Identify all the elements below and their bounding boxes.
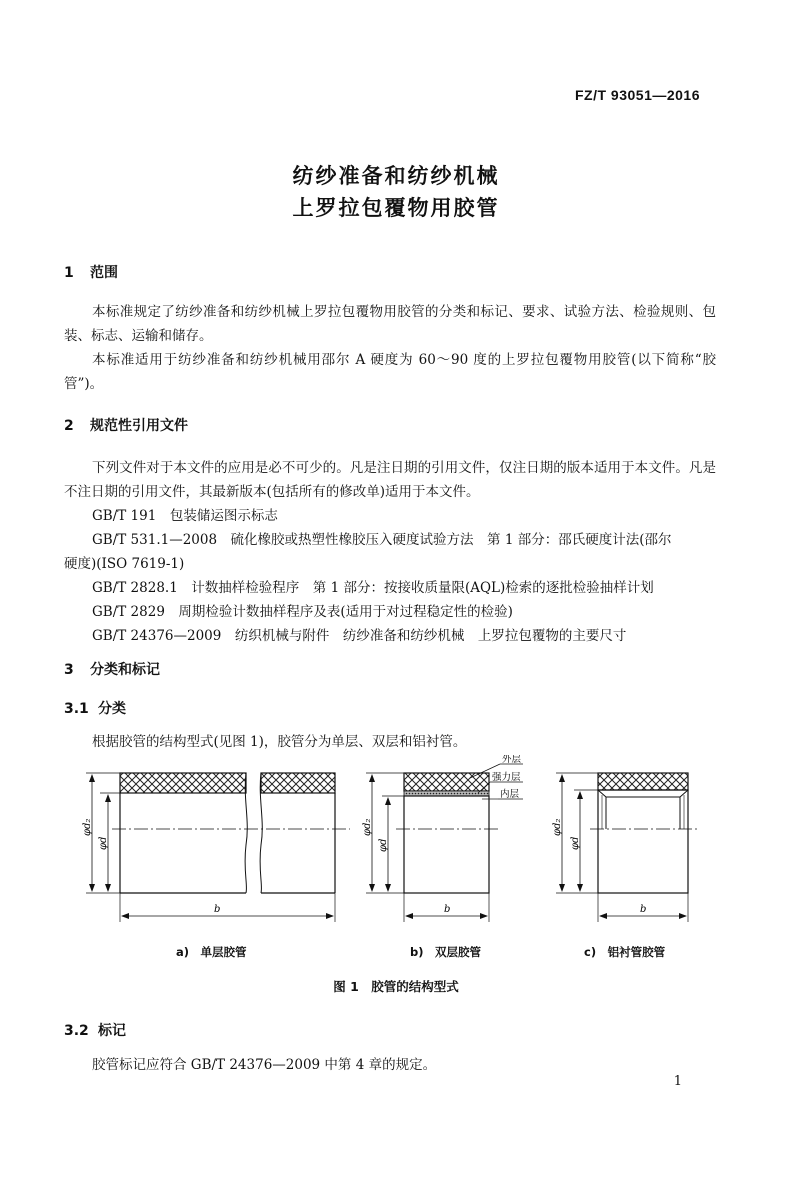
reference-item: GB/T 191 包装储运图示标志 bbox=[92, 508, 278, 524]
section-1-paragraph-1: 本标准规定了纺纱准备和纺纱机械上罗拉包覆物用胶管的分类和标记、要求、试验方法、检验规则、包装、标志、运输和储存。 bbox=[64, 304, 716, 344]
label-inner-layer: 内层 bbox=[500, 789, 520, 800]
reference-item: GB/T 531.1—2008 硫化橡胶或热塑性橡胶压入硬度试验方法 第 1 部分：邵氏硬度计法(邵尔 bbox=[92, 532, 672, 548]
dim-d-label: φd bbox=[98, 836, 109, 850]
section-3-1-heading bbox=[64, 698, 126, 718]
section-2-intro bbox=[64, 456, 716, 504]
figure-1-diagram bbox=[0, 755, 792, 935]
strength-layer bbox=[404, 791, 489, 796]
section-2-heading bbox=[64, 415, 188, 435]
section-3-2-text: 胶管标记应符合 GB/T 24376—2009 中第 4 章的规定。 bbox=[92, 1057, 437, 1073]
section-2-title: 规范性引用文件 bbox=[90, 418, 188, 434]
section-1-paragraph-2: 本标准适用于纺纱准备和纺纱机械用邵尔 A 硬度为 60～90 度的上罗拉包覆物用胶管(以下简称“胶管”)。 bbox=[64, 352, 716, 392]
reference-item: GB/T 24376—2009 纺织机械与附件 纺纱准备和纺纱机械 上罗拉包覆物的主要尺寸 bbox=[92, 628, 627, 644]
dim-d2-label: φd₂ bbox=[82, 818, 93, 836]
section-3-1-title: 分类 bbox=[98, 701, 126, 717]
figure-caption: 图 1 胶管的结构型式 bbox=[333, 979, 459, 994]
label-strength-layer: 强力层 bbox=[492, 772, 521, 783]
section-3-2-body bbox=[64, 1053, 716, 1077]
page-number: 1 bbox=[673, 1074, 682, 1089]
label-outer-layer: 外层 bbox=[502, 755, 522, 765]
title-line-2: 上罗拉包覆物用胶管 bbox=[292, 196, 500, 220]
section-1-body bbox=[64, 300, 716, 396]
section-3-1-number: 3.1 bbox=[64, 701, 89, 717]
dim-d-label: φd bbox=[570, 836, 581, 850]
outer-layer-hatch-right bbox=[261, 773, 335, 793]
subcaption-c: c) 铝衬管胶管 bbox=[584, 945, 666, 959]
double-layer-tube-drawing bbox=[362, 755, 523, 922]
section-1-title: 范围 bbox=[90, 265, 118, 281]
section-2-number: 2 bbox=[64, 418, 74, 434]
section-3-2-heading bbox=[64, 1020, 126, 1040]
outer-layer-hatch-left bbox=[120, 773, 246, 793]
section-3-2-title: 标记 bbox=[98, 1023, 126, 1039]
section-2-intro-text: 下列文件对于本文件的应用是必不可少的。凡是注日期的引用文件，仅注日期的版本适用于本文件。凡是不注日期的引用文件，其最新版本(包括所有的修改单)适用于本文件。 bbox=[64, 460, 716, 500]
section-3-heading bbox=[64, 659, 160, 679]
dim-b-label: b bbox=[444, 904, 451, 915]
dim-b-label: b bbox=[214, 904, 221, 915]
reference-item-continuation: 硬度)(ISO 7619-1) bbox=[64, 556, 185, 572]
aluminum-lined-tube-drawing bbox=[552, 773, 700, 922]
section-1-number: 1 bbox=[64, 265, 74, 281]
title-line-1: 纺纱准备和纺纱机械 bbox=[292, 164, 500, 188]
section-1-heading bbox=[64, 262, 118, 282]
single-layer-tube-drawing bbox=[82, 773, 350, 922]
dim-b-label: b bbox=[640, 904, 647, 915]
reference-item: GB/T 2829 周期检验计数抽样程序及表(适用于对过程稳定性的检验) bbox=[92, 604, 513, 620]
section-3-title: 分类和标记 bbox=[90, 662, 160, 678]
section-3-1-body bbox=[64, 730, 716, 754]
reference-item: GB/T 2828.1 计数抽样检验程序 第 1 部分：按接收质量限(AQL)检索的逐批检验抽样计划 bbox=[92, 580, 654, 596]
dim-d2-label: φd₂ bbox=[552, 818, 563, 836]
subcaption-b: b) 双层胶管 bbox=[410, 945, 481, 959]
inner-layer bbox=[404, 796, 489, 893]
standard-code: FZ/T 93051—2016 bbox=[574, 87, 700, 103]
section-3-number: 3 bbox=[64, 662, 74, 678]
section-3-1-text: 根据胶管的结构型式(见图 1)，胶管分为单层、双层和铝衬管。 bbox=[92, 734, 467, 750]
reference-list bbox=[64, 504, 716, 648]
section-3-2-number: 3.2 bbox=[64, 1023, 89, 1039]
outer-layer-hatch bbox=[404, 773, 489, 791]
dim-d-label: φd bbox=[378, 838, 389, 852]
dim-d2-label: φd₂ bbox=[362, 818, 373, 836]
subcaption-a: a) 单层胶管 bbox=[176, 945, 247, 959]
outer-layer-hatch bbox=[598, 773, 688, 790]
